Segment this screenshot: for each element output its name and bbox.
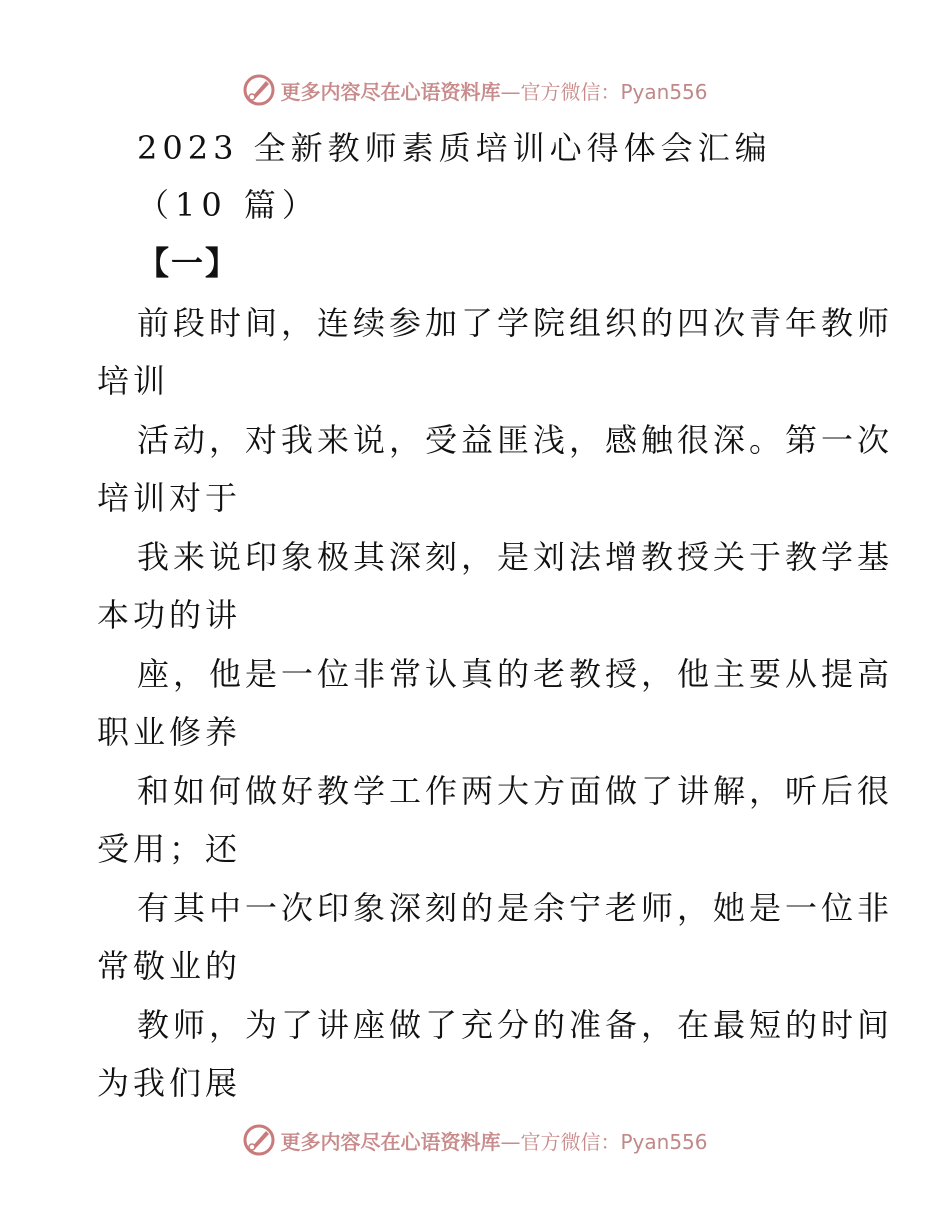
watermark-wechat-id: Pyan556 <box>620 79 708 104</box>
body-line: 为我们展 <box>97 1064 242 1102</box>
body-line: 职业修养 <box>97 713 242 751</box>
watermark-wechat-id: Pyan556 <box>620 1129 708 1154</box>
body-line: 有其中一次印象深刻的是余宁老师，她是一位非 <box>137 889 894 927</box>
watermark-text <box>280 1126 707 1155</box>
section-label: 【一】 <box>137 244 240 282</box>
body-line: 教师，为了讲座做了充分的准备，在最短的时间 <box>137 1006 894 1044</box>
body-line: 培训 <box>97 362 170 400</box>
body-line: 培训对于 <box>97 479 242 517</box>
watermark-suffix-text: 官方微信： <box>520 1129 621 1154</box>
watermark-main-text: 更多内容尽在心语资料库 <box>280 1129 501 1154</box>
watermark-suffix-text: 官方微信： <box>520 79 621 104</box>
document-subtitle: （10 篇） <box>137 186 320 224</box>
footer-watermark <box>0 1120 950 1160</box>
body-line: 和如何做好教学工作两大方面做了讲解，听后很 <box>137 772 894 810</box>
watermark-main-text: 更多内容尽在心语资料库 <box>280 79 501 104</box>
body-line: 活动，对我来说，受益匪浅，感触很深。第一次 <box>137 421 894 459</box>
body-line: 前段时间，连续参加了学院组织的四次青年教师 <box>137 304 894 342</box>
watermark-separator: — <box>500 1129 521 1154</box>
watermark-separator: — <box>500 79 521 104</box>
body-line: 本功的讲 <box>97 596 242 634</box>
document-title: 2023 全新教师素质培训心得体会汇编 <box>137 129 772 167</box>
body-line: 我来说印象极其深刻，是刘法增教授关于教学基 <box>137 538 894 576</box>
body-line: 座，他是一位非常认真的老教授，他主要从提高 <box>137 655 894 693</box>
quill-pen-icon <box>242 1123 276 1157</box>
body-line: 常敬业的 <box>97 947 242 985</box>
body-line: 受用；还 <box>97 830 242 868</box>
